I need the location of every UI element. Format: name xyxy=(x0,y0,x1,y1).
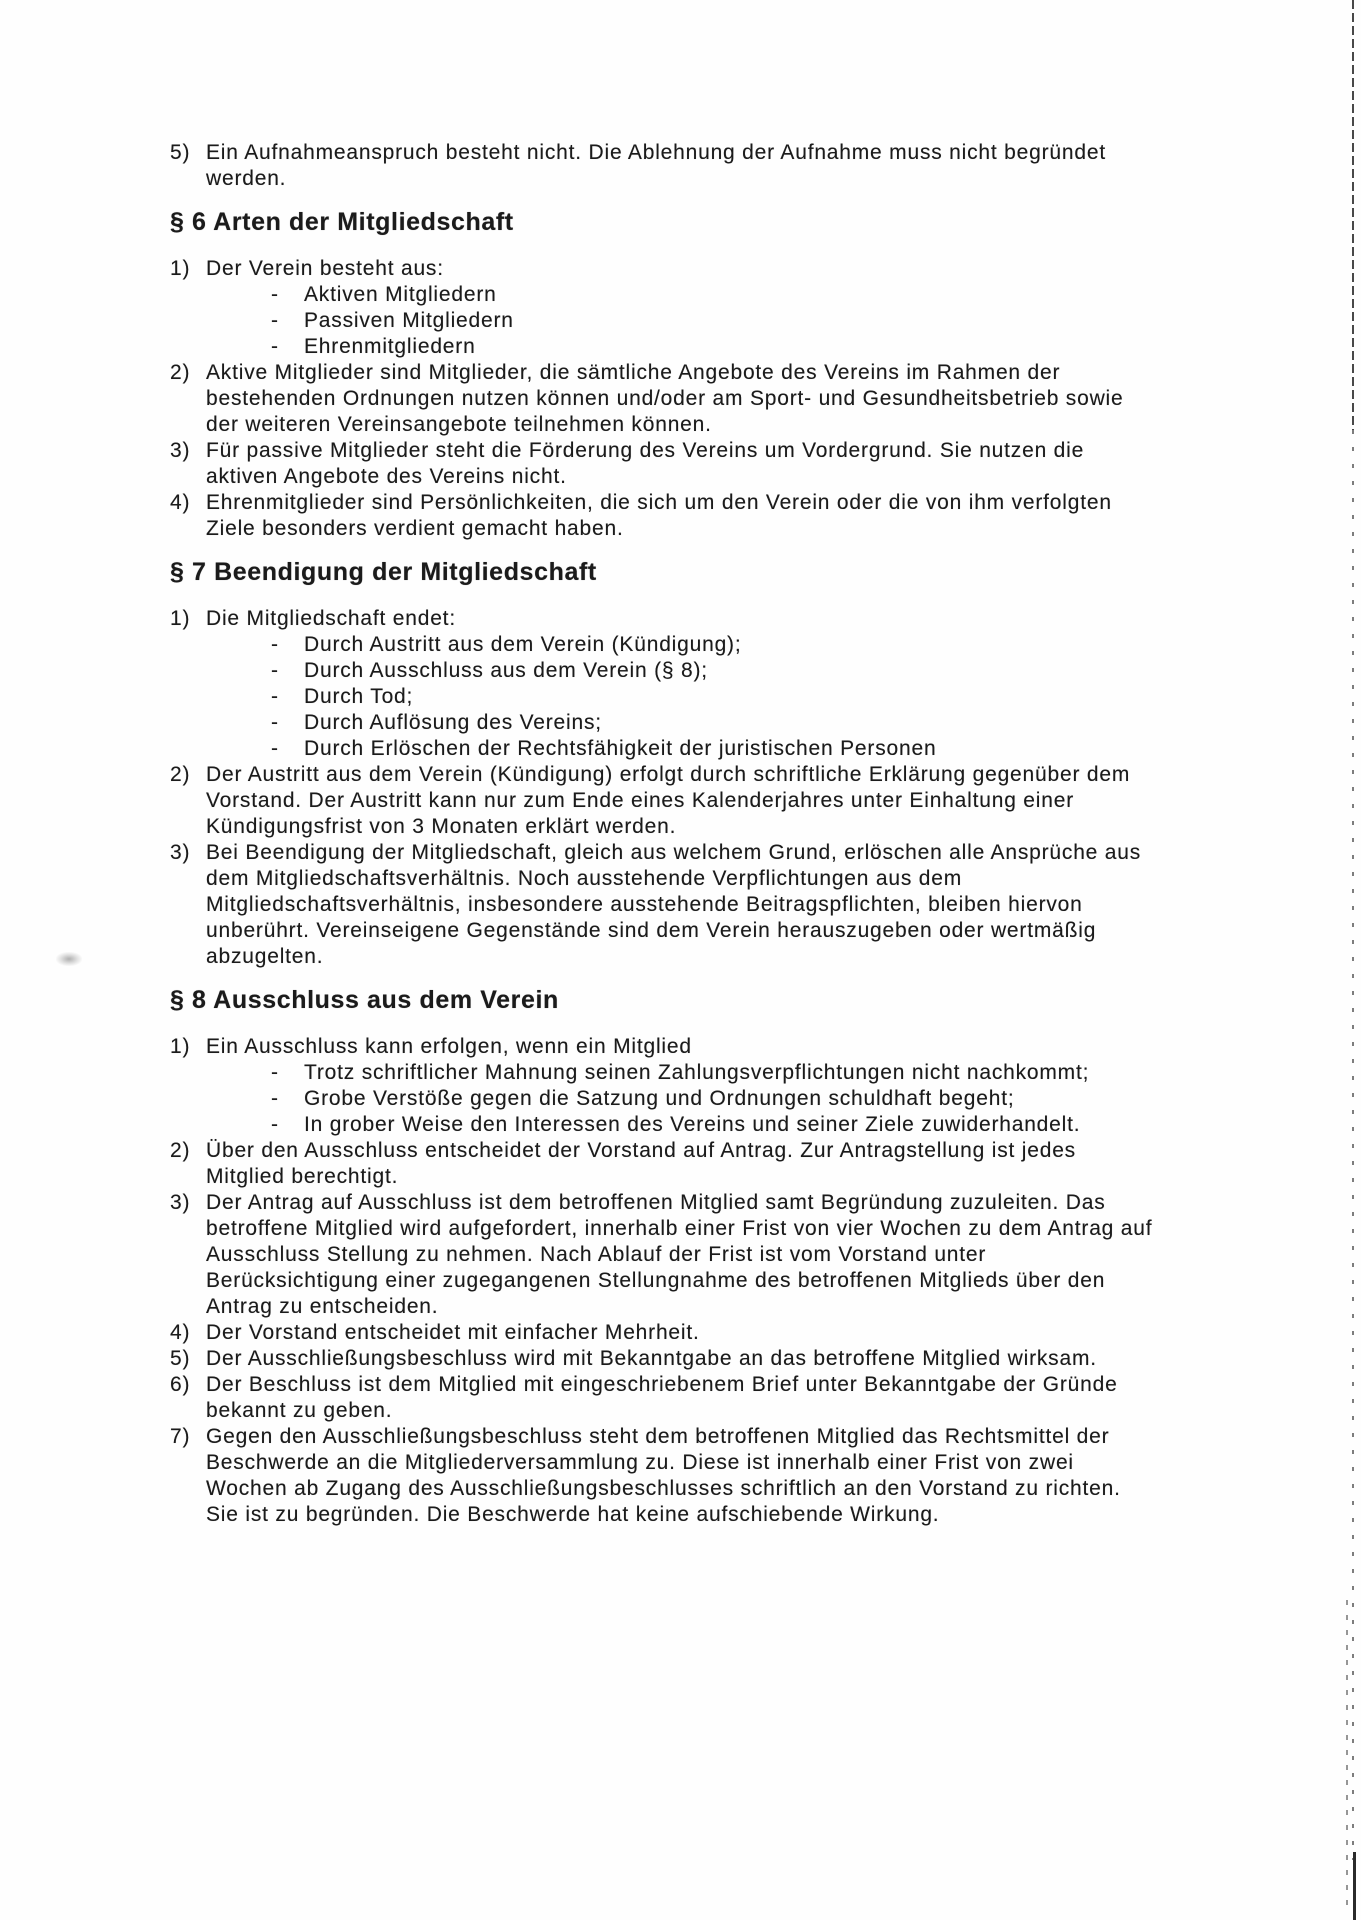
text-line: Mitglied berechtigt. xyxy=(206,1165,399,1188)
list-item xyxy=(170,1372,1331,1424)
list-item xyxy=(170,1190,1331,1320)
bullet-dash-glyph: - xyxy=(271,737,279,760)
list-item-number: 3) xyxy=(170,439,191,462)
bullet-text: Durch Erlöschen der Rechtsfähigkeit der juristischen Personen xyxy=(304,737,937,760)
section-heading: § 8 Ausschluss aus dem Verein xyxy=(170,986,559,1014)
list-item-body xyxy=(206,1372,1331,1424)
text-line: Der Vorstand entscheidet mit einfacher Mehrheit. xyxy=(206,1321,700,1344)
text-line: werden. xyxy=(206,167,287,190)
text-line: Der Verein besteht aus: xyxy=(206,257,444,280)
list-item-number: 3) xyxy=(170,841,191,864)
bullet-text: Aktiven Mitgliedern xyxy=(304,283,497,306)
bullet-dash-glyph: - xyxy=(271,659,279,682)
text-line: Ausschluss Stellung zu nehmen. Nach Ablauf der Frist ist vom Vorstand unter xyxy=(206,1243,987,1266)
text-line: Vorstand. Der Austritt kann nur zum Ende eines Kalenderjahres unter Einhaltung einer xyxy=(206,789,1075,812)
list-item-number: 2) xyxy=(170,763,191,786)
list-item xyxy=(170,840,1331,970)
text-line: Sie ist zu begründen. Die Beschwerde hat keine aufschiebende Wirkung. xyxy=(206,1503,940,1526)
bullet-text: Durch Ausschluss aus dem Verein (§ 8); xyxy=(304,659,708,682)
list-item xyxy=(170,1346,1331,1372)
text-line: Ein Ausschluss kann erfolgen, wenn ein Mitglied xyxy=(206,1035,692,1058)
list-item-number: 1) xyxy=(170,257,191,280)
list-item-body xyxy=(206,1034,1331,1138)
text-line: Aktive Mitglieder sind Mitglieder, die sämtliche Angebote des Vereins im Rahmen der xyxy=(206,361,1061,384)
text-line: Wochen ab Zugang des Ausschließungsbeschlusses schriftlich an den Vorstand zu richten. xyxy=(206,1477,1121,1500)
text-line: unberührt. Vereinseigene Gegenstände sind dem Verein herauszugeben oder wertmäßig xyxy=(206,919,1097,942)
bullet-text: Passiven Mitgliedern xyxy=(304,309,514,332)
bullet-line xyxy=(206,334,1331,360)
text-line: Die Mitgliedschaft endet: xyxy=(206,607,456,630)
text-line: abzugelten. xyxy=(206,945,324,968)
list-item-number: 4) xyxy=(170,491,191,514)
bullet-text: Durch Austritt aus dem Verein (Kündigung); xyxy=(304,633,742,656)
text-line: Ein Aufnahmeanspruch besteht nicht. Die Ablehnung der Aufnahme muss nicht begründet xyxy=(206,141,1106,164)
text-line: aktiven Angebote des Vereins nicht. xyxy=(206,465,567,488)
text-line: Ehrenmitglieder sind Persönlichkeiten, die sich um den Verein oder die von ihm verfolgten xyxy=(206,491,1112,514)
list-item xyxy=(170,1320,1331,1346)
text-line: Antrag zu entscheiden. xyxy=(206,1295,439,1318)
scan-edge-line-top xyxy=(1352,0,1354,430)
scan-edge-line-inner xyxy=(1346,1600,1348,1910)
bullet-line xyxy=(206,736,1331,762)
list-item-body xyxy=(206,256,1331,360)
list-item-body xyxy=(206,762,1331,840)
text-line: Der Beschluss ist dem Mitglied mit eingeschriebenem Brief unter Bekanntgabe der Gründe xyxy=(206,1373,1118,1396)
text-line: Der Antrag auf Ausschluss ist dem betroffenen Mitglied samt Begründung zuzuleiten. Das xyxy=(206,1191,1106,1214)
list-item-body xyxy=(206,360,1331,438)
text-line: betroffene Mitglied wird aufgefordert, innerhalb einer Frist von vier Wochen zu dem Antrag auf xyxy=(206,1217,1153,1240)
list-item-number: 7) xyxy=(170,1425,191,1448)
scan-edge-line-bottom xyxy=(1353,1852,1356,1920)
scan-smudge-mark xyxy=(56,952,82,966)
list-item-number: 5) xyxy=(170,141,191,164)
list-item xyxy=(170,256,1331,360)
text-line: der weiteren Vereinsangebote teilnehmen können. xyxy=(206,413,712,436)
list-item xyxy=(170,360,1331,438)
bullet-line xyxy=(206,684,1331,710)
bullet-line xyxy=(206,658,1331,684)
bullet-dash-glyph: - xyxy=(271,711,279,734)
scan-edge-line-middle xyxy=(1352,430,1354,1860)
list-item-body xyxy=(206,840,1331,970)
list-item-body xyxy=(206,1346,1331,1372)
bullet-line xyxy=(206,632,1331,658)
text-line: Gegen den Ausschließungsbeschluss steht dem betroffenen Mitglied das Rechtsmittel der xyxy=(206,1425,1110,1448)
text-line: Der Ausschließungsbeschluss wird mit Bekanntgabe an das betroffene Mitglied wirksam. xyxy=(206,1347,1097,1370)
bullet-line xyxy=(206,1086,1331,1112)
list-item xyxy=(170,438,1331,490)
text-line: Bei Beendigung der Mitgliedschaft, gleich aus welchem Grund, erlöschen alle Ansprüche aus xyxy=(206,841,1142,864)
list-item xyxy=(170,1138,1331,1190)
bullet-line xyxy=(206,282,1331,308)
list-item xyxy=(170,762,1331,840)
text-line: Der Austritt aus dem Verein (Kündigung) erfolgt durch schriftliche Erklärung gegenüber dem xyxy=(206,763,1131,786)
text-line: bekannt zu geben. xyxy=(206,1399,393,1422)
text-line: Über den Ausschluss entscheidet der Vorstand auf Antrag. Zur Antragstellung ist jedes xyxy=(206,1139,1076,1162)
text-line: Mitgliedschaftsverhältnis, insbesondere ausstehende Beitragspflichten, bleiben hiervon xyxy=(206,893,1083,916)
bullet-text: Ehrenmitgliedern xyxy=(304,335,476,358)
list-item-body xyxy=(206,606,1331,762)
list-item xyxy=(170,140,1331,192)
bullet-line xyxy=(206,1060,1331,1086)
list-item-body xyxy=(206,1190,1331,1320)
list-item-number: 2) xyxy=(170,361,191,384)
list-item-number: 3) xyxy=(170,1191,191,1214)
text-line: Ziele besonders verdient gemacht haben. xyxy=(206,517,624,540)
list-item-body xyxy=(206,1424,1331,1528)
bullet-text: In grober Weise den Interessen des Vereins und seiner Ziele zuwiderhandelt. xyxy=(304,1113,1081,1136)
list-item-number: 2) xyxy=(170,1139,191,1162)
bullet-dash-glyph: - xyxy=(271,335,279,358)
bullet-text: Trotz schriftlicher Mahnung seinen Zahlungsverpflichtungen nicht nachkommt; xyxy=(304,1061,1090,1084)
list-item-number: 5) xyxy=(170,1347,191,1370)
text-line: Kündigungsfrist von 3 Monaten erklärt werden. xyxy=(206,815,677,838)
list-item-body xyxy=(206,140,1331,192)
bullet-text: Grobe Verstöße gegen die Satzung und Ordnungen schuldhaft begeht; xyxy=(304,1087,1015,1110)
list-item xyxy=(170,1034,1331,1138)
bullet-dash-glyph: - xyxy=(271,1087,279,1110)
list-item-number: 4) xyxy=(170,1321,191,1344)
text-line: dem Mitgliedschaftsverhältnis. Noch ausstehende Verpflichtungen aus dem xyxy=(206,867,963,890)
list-item xyxy=(170,606,1331,762)
list-item-body xyxy=(206,438,1331,490)
list-item xyxy=(170,490,1331,542)
list-item-number: 6) xyxy=(170,1373,191,1396)
text-line: Beschwerde an die Mitgliederversammlung zu. Diese ist innerhalb einer Frist von zwei xyxy=(206,1451,1074,1474)
bullet-dash-glyph: - xyxy=(271,685,279,708)
text-line: bestehenden Ordnungen nutzen können und/oder am Sport- und Gesundheitsbetrieb sowie xyxy=(206,387,1124,410)
bullet-dash-glyph: - xyxy=(271,1113,279,1136)
bullet-text: Durch Tod; xyxy=(304,685,414,708)
list-item-body xyxy=(206,1320,1331,1346)
section-heading: § 6 Arten der Mitgliedschaft xyxy=(170,208,514,236)
bullet-line xyxy=(206,710,1331,736)
bullet-text: Durch Auflösung des Vereins; xyxy=(304,711,602,734)
list-item-number: 1) xyxy=(170,607,191,630)
bullet-dash-glyph: - xyxy=(271,309,279,332)
list-item xyxy=(170,1424,1331,1528)
text-line: Für passive Mitglieder steht die Förderung des Vereins um Vordergrund. Sie nutzen die xyxy=(206,439,1085,462)
bullet-line xyxy=(206,1112,1331,1138)
bullet-dash-glyph: - xyxy=(271,633,279,656)
text-line: Berücksichtigung einer zugegangenen Stellungnahme des betroffenen Mitglieds über den xyxy=(206,1269,1106,1292)
bullet-line xyxy=(206,308,1331,334)
bullet-dash-glyph: - xyxy=(271,283,279,306)
list-item-body xyxy=(206,490,1331,542)
list-item-body xyxy=(206,1138,1331,1190)
list-item-number: 1) xyxy=(170,1035,191,1058)
bullet-dash-glyph: - xyxy=(271,1061,279,1084)
section-heading: § 7 Beendigung der Mitgliedschaft xyxy=(170,558,597,586)
